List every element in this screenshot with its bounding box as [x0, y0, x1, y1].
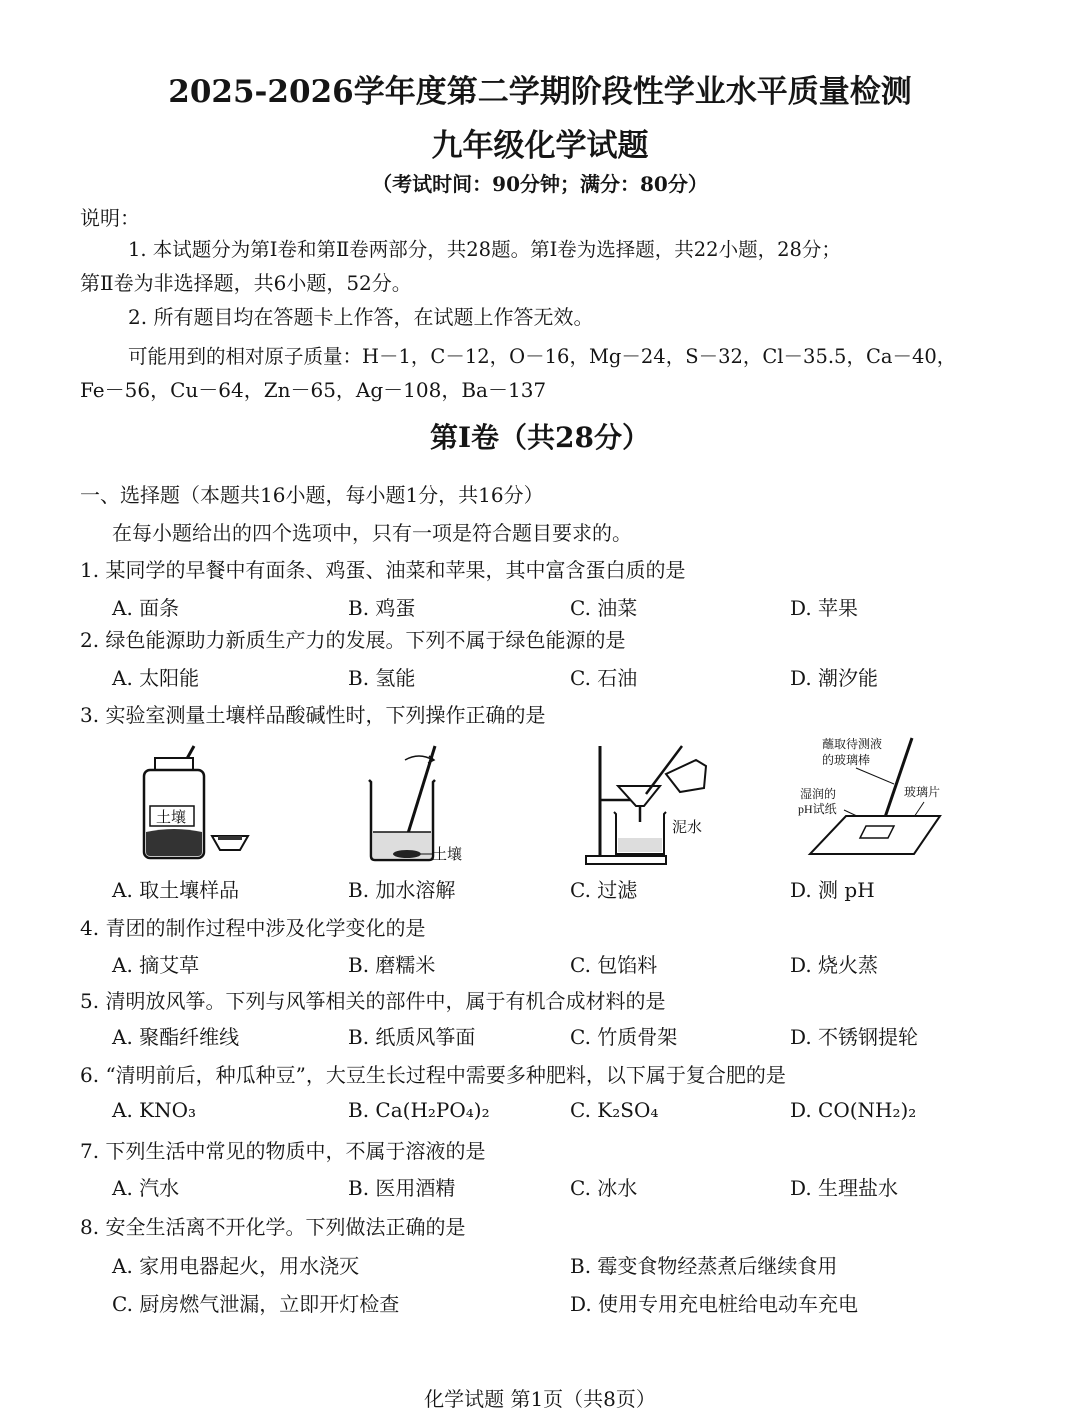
question-6-stem: 6. “清明前后，种瓜种豆”，大豆生长过程中需要多种肥料，以下属于复合肥的是 [80, 1063, 786, 1087]
exam-title: 2025-2026学年度第二学期阶段性学业水平质量检测 [168, 74, 912, 110]
question-2-option-b: B. 氢能 [348, 666, 416, 690]
question-8-option-d: D. 使用专用充电桩给电动车充电 [570, 1292, 859, 1316]
question-8-option-a: A. 家用电器起火，用水浇灭 [112, 1254, 360, 1278]
question-3-option-d: D. 测 pH [790, 878, 875, 902]
figure-d-plate-label: 玻璃片 [904, 785, 941, 799]
figure-d-ph-test [796, 736, 956, 866]
figure-a-jar-label: 土壤 [156, 810, 187, 826]
question-8-stem: 8. 安全生活离不开化学。下列做法正确的是 [80, 1215, 466, 1239]
instruction-1-line-2: 第Ⅱ卷为非选择题，共6小题，52分。 [80, 271, 412, 295]
figure-c-water-label: 泥水 [672, 820, 703, 836]
figure-a-soil-jar [130, 740, 260, 865]
question-6-option-a: A. KNO₃ [112, 1098, 197, 1122]
instructions-heading: 说明： [80, 206, 140, 230]
question-7-option-d: D. 生理盐水 [790, 1176, 899, 1200]
question-2-option-c: C. 石油 [570, 666, 638, 690]
question-1-option-d: D. 苹果 [790, 596, 859, 620]
question-2-option-d: D. 潮汐能 [790, 666, 879, 690]
exam-info: （考试时间：90分钟；满分：80分） [372, 172, 708, 196]
part-note: 在每小题给出的四个选项中，只有一项是符合题目要求的。 [112, 521, 632, 545]
figure-b-soil-label: 土壤 [432, 847, 463, 863]
question-1-stem: 1. 某同学的早餐中有面条、鸡蛋、油菜和苹果，其中富含蛋白质的是 [80, 558, 686, 582]
question-7-option-c: C. 冰水 [570, 1176, 638, 1200]
question-4-option-a: A. 摘艾草 [112, 953, 200, 977]
question-1-option-c: C. 油菜 [570, 596, 638, 620]
question-1-option-a: A. 面条 [112, 596, 180, 620]
question-2-stem: 2. 绿色能源助力新质生产力的发展。下列不属于绿色能源的是 [80, 628, 626, 652]
question-5-stem: 5. 清明放风筝。下列与风筝相关的部件中，属于有机合成材料的是 [80, 989, 666, 1013]
atomic-mass-line-1: 可能用到的相对原子质量：H－1，C－12，O－16，Mg－24，S－32，Cl－35.5，Ca－40， [128, 345, 957, 368]
part-heading: 一、选择题（本题共16小题，每小题1分，共16分） [80, 483, 544, 507]
question-3-option-a: A. 取土壤样品 [112, 878, 240, 902]
question-7-option-a: A. 汽水 [112, 1176, 180, 1200]
question-6-option-c: C. K₂SO₄ [570, 1098, 659, 1122]
figure-c-filtration [578, 742, 718, 867]
exam-subtitle: 九年级化学试题 [431, 128, 649, 164]
instruction-2: 2. 所有题目均在答题卡上作答，在试题上作答无效。 [128, 305, 594, 329]
atomic-mass-line-2: Fe－56，Cu－64，Zn－65，Ag－108，Ba－137 [80, 378, 547, 402]
question-4-stem: 4. 青团的制作过程中涉及化学变化的是 [80, 916, 426, 940]
question-7-stem: 7. 下列生活中常见的物质中，不属于溶液的是 [80, 1139, 486, 1163]
question-8-option-b: B. 霉变食物经蒸煮后继续食用 [570, 1254, 838, 1278]
question-6-option-d: D. CO(NH₂)₂ [790, 1098, 917, 1122]
question-1-option-b: B. 鸡蛋 [348, 596, 416, 620]
question-4-option-d: D. 烧火蒸 [790, 953, 879, 977]
question-2-option-a: A. 太阳能 [112, 666, 200, 690]
section-title: 第Ⅰ卷（共28分） [429, 421, 651, 454]
question-7-option-b: B. 医用酒精 [348, 1176, 456, 1200]
question-5-option-d: D. 不锈钢提轮 [790, 1025, 919, 1049]
instruction-1-line-1: 1. 本试题分为第Ⅰ卷和第Ⅱ卷两部分，共28题。第Ⅰ卷为选择题，共22小题，28分； [128, 238, 841, 261]
question-5-option-c: C. 竹质骨架 [570, 1025, 678, 1049]
question-6-option-b: B. Ca(H₂PO₄)₂ [348, 1098, 490, 1122]
page-footer: 化学试题 第1页（共8页） [424, 1387, 656, 1411]
question-3-stem: 3. 实验室测量土壤样品酸碱性时，下列操作正确的是 [80, 703, 546, 727]
question-4-option-c: C. 包馅料 [570, 953, 658, 977]
figure-d-paper-label: 湿润的 [800, 787, 837, 801]
question-3-option-b: B. 加水溶解 [348, 878, 456, 902]
question-3-option-c: C. 过滤 [570, 878, 638, 902]
figure-b-beaker [355, 742, 495, 867]
question-5-option-b: B. 纸质风筝面 [348, 1025, 476, 1049]
figure-d-paper-label-2: pH试纸 [798, 802, 837, 816]
question-4-option-b: B. 磨糯米 [348, 953, 436, 977]
figure-d-rod-label-2: 的玻璃棒 [822, 753, 871, 767]
question-8-option-c: C. 厨房燃气泄漏，立即开灯检查 [112, 1292, 400, 1316]
figure-d-rod-label: 蘸取待测液 [822, 737, 883, 751]
question-5-option-a: A. 聚酯纤维线 [112, 1025, 240, 1049]
